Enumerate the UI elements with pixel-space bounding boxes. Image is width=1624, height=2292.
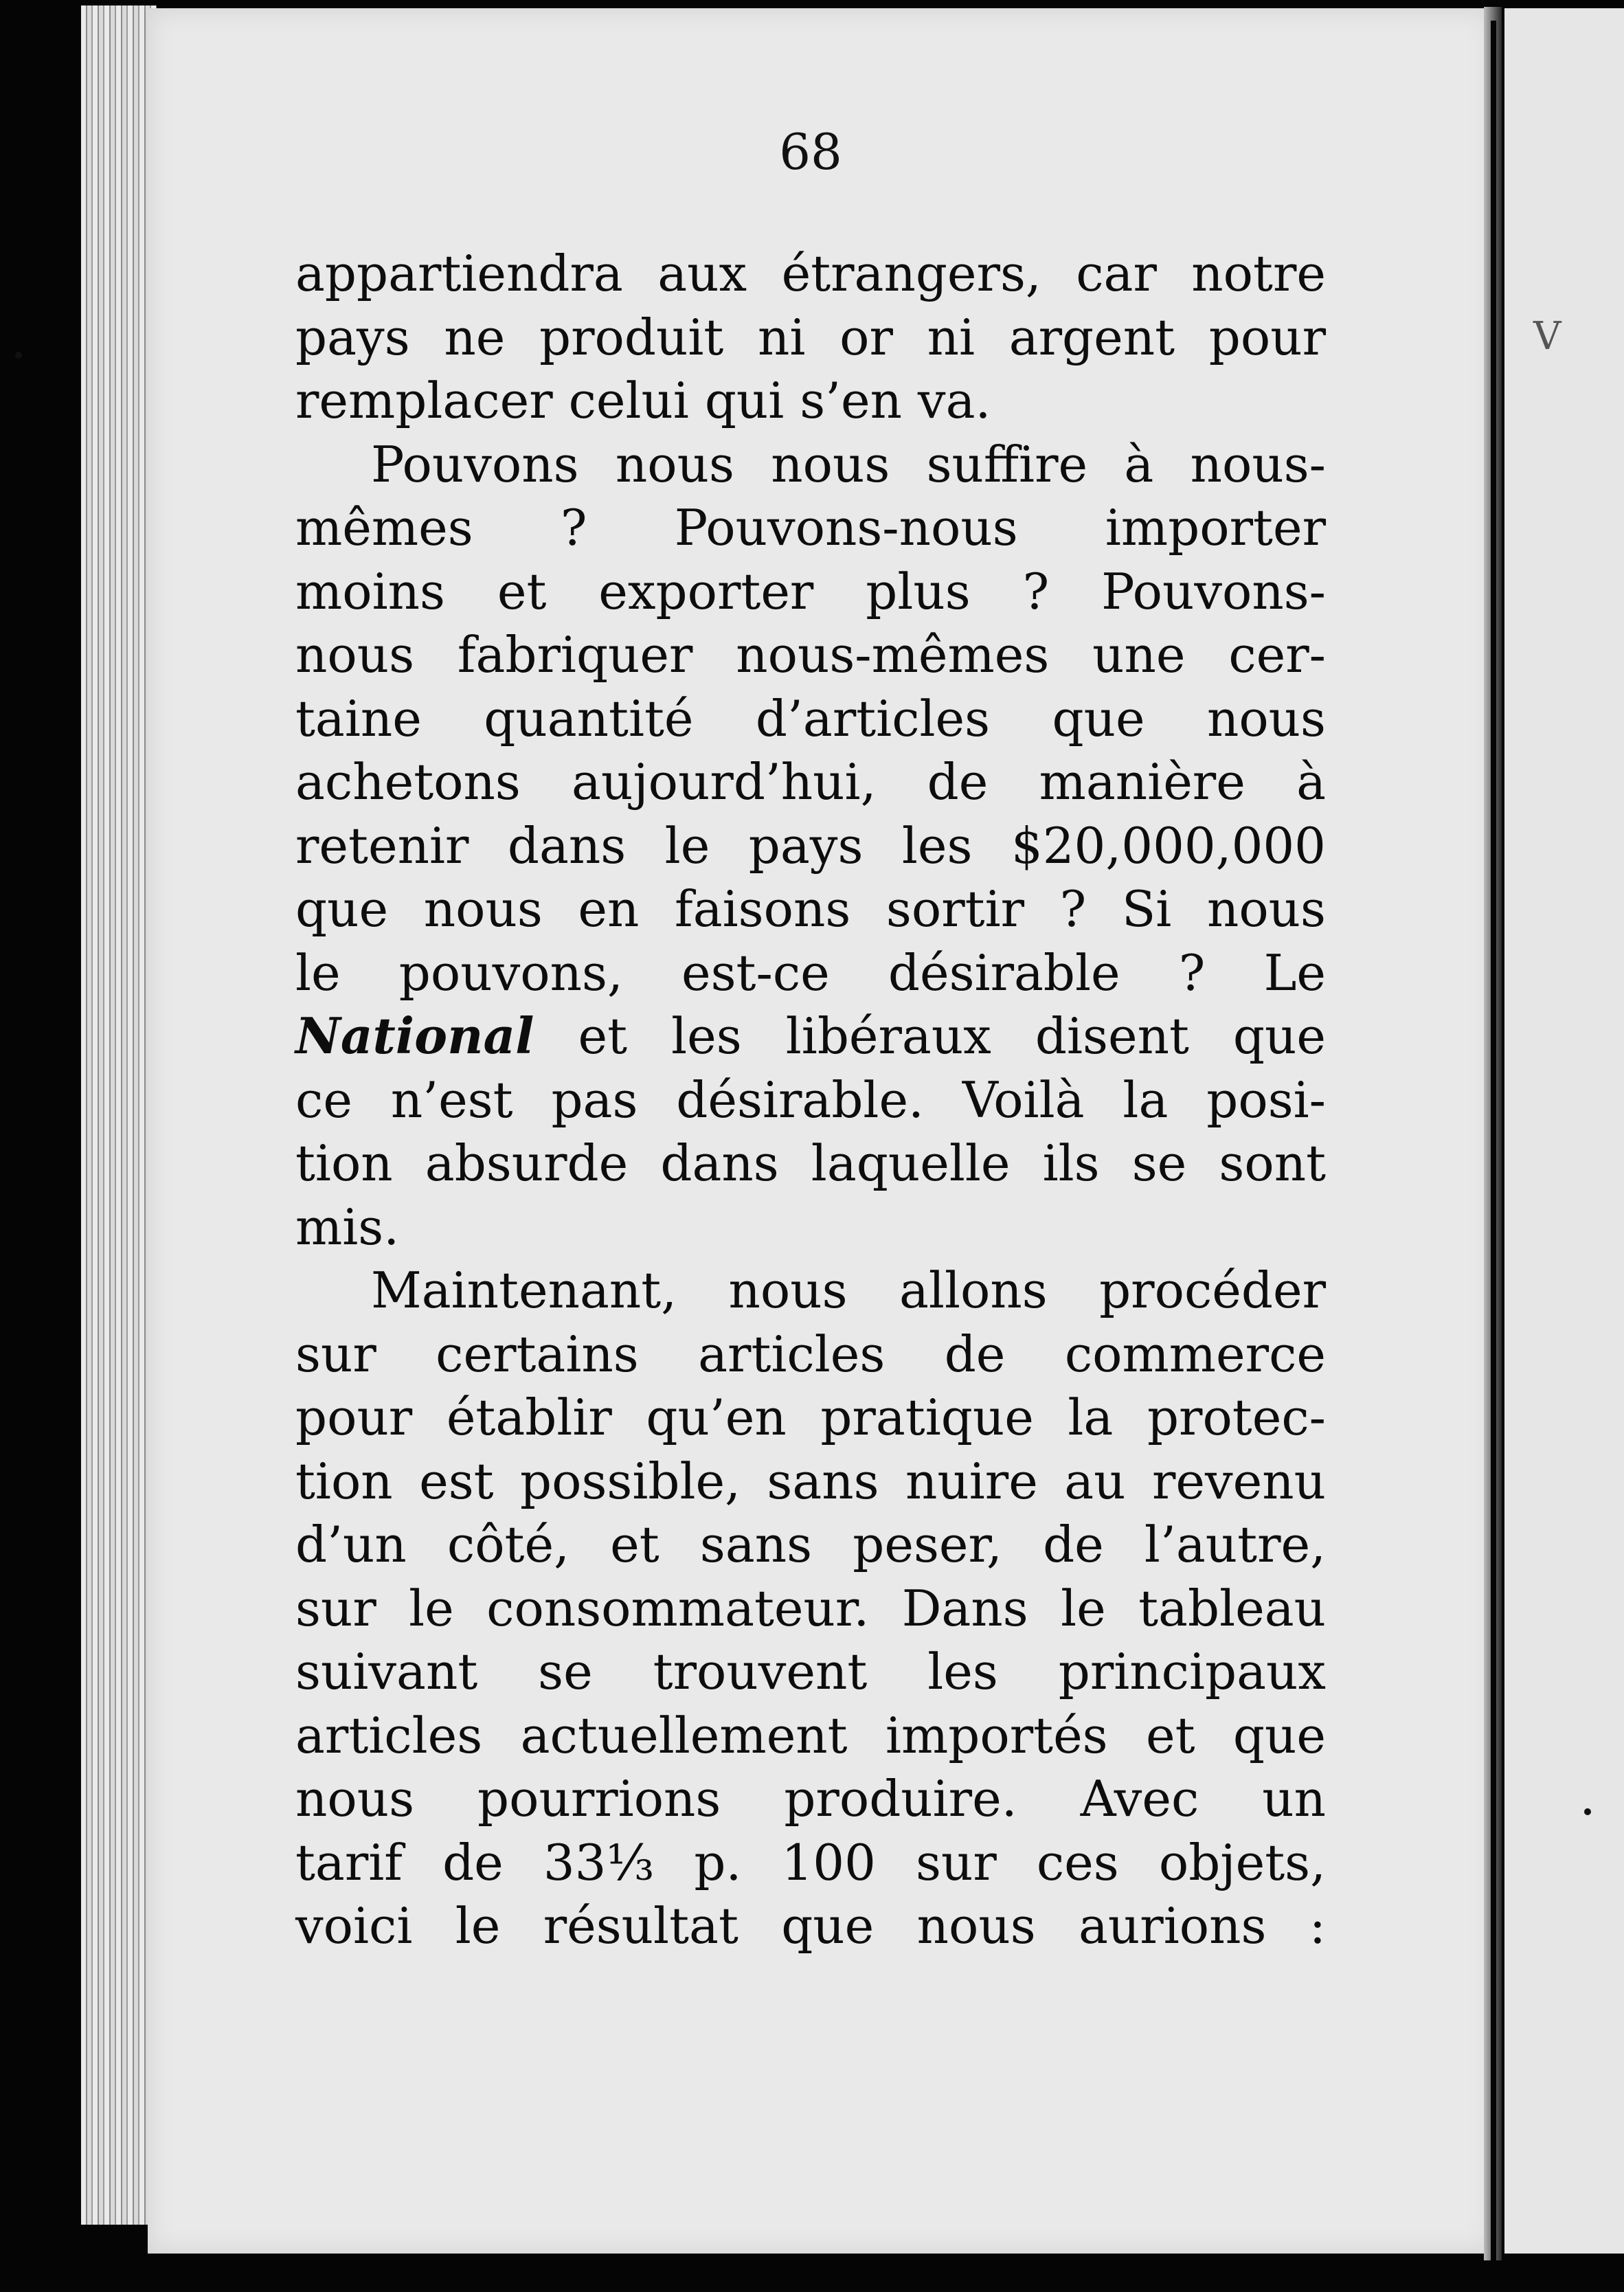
text-line: suivant se trouvent les principaux (295, 1643, 1326, 1700)
text-line: tion est possible, sans nuire au revenu (295, 1452, 1326, 1510)
scan-speck (15, 352, 22, 359)
text-line: pour établir qu’en pratique la protec- (295, 1389, 1326, 1446)
text-line: le pouvons, est-ce désirable ? Le (295, 943, 1326, 1002)
text-line-with-italic (295, 1004, 1326, 1068)
facing-page-mark: V (1533, 314, 1561, 359)
text-line-remainder: et les libéraux disent que (534, 1007, 1326, 1065)
text-line: pays ne produit ni or ni argent pour (295, 308, 1326, 366)
body-text (295, 242, 1326, 1958)
text-line: que nous en faisons sortir ? Si nous (295, 880, 1326, 938)
scan-speck (1584, 1808, 1591, 1815)
text-line: taine quantité d’articles que nous (295, 689, 1326, 748)
text-line: retenir dans le pays les $20,000,000 (295, 816, 1326, 875)
page-number: 68 (779, 123, 842, 181)
text-line: Pouvons nous nous suffire à nous- (371, 435, 1326, 493)
text-line: mis. (295, 1198, 400, 1256)
text-line: tarif de 33⅓ p. 100 sur ces objets, (295, 1833, 1326, 1891)
text-line: moins et exporter plus ? Pouvons- (295, 562, 1326, 620)
text-line: mêmes ? Pouvons-nous importer (295, 499, 1326, 557)
text-line: d’un côté, et sans peser, de l’autre, (295, 1516, 1326, 1573)
text-line: remplacer celui qui s’en va. (295, 372, 991, 429)
gutter-line (1491, 21, 1496, 2260)
text-line: voici le résultat que nous aurions : (295, 1897, 1326, 1955)
text-line: Maintenant, nous allons procéder (371, 1261, 1326, 1319)
text-line: articles actuellement importés et que (295, 1706, 1326, 1764)
text-line: appartiendra aux étrangers, car notre (295, 245, 1326, 302)
text-line: sur certains articles de commerce (295, 1325, 1326, 1383)
text-line: tion absurde dans laquelle ils se sont (295, 1134, 1326, 1192)
text-line: achetons aujourd’hui, de manière à (295, 753, 1326, 811)
text-line: nous pourrions produire. Avec un (295, 1770, 1326, 1828)
text-line: sur le consommateur. Dans le tableau (295, 1579, 1326, 1637)
text-line: nous fabriquer nous-mêmes une cer- (295, 626, 1326, 684)
page-edges (81, 5, 157, 2225)
text-line: ce n’est pas désirable. Voilà la posi- (295, 1070, 1326, 1129)
newspaper-title-italic: National (295, 1007, 534, 1065)
